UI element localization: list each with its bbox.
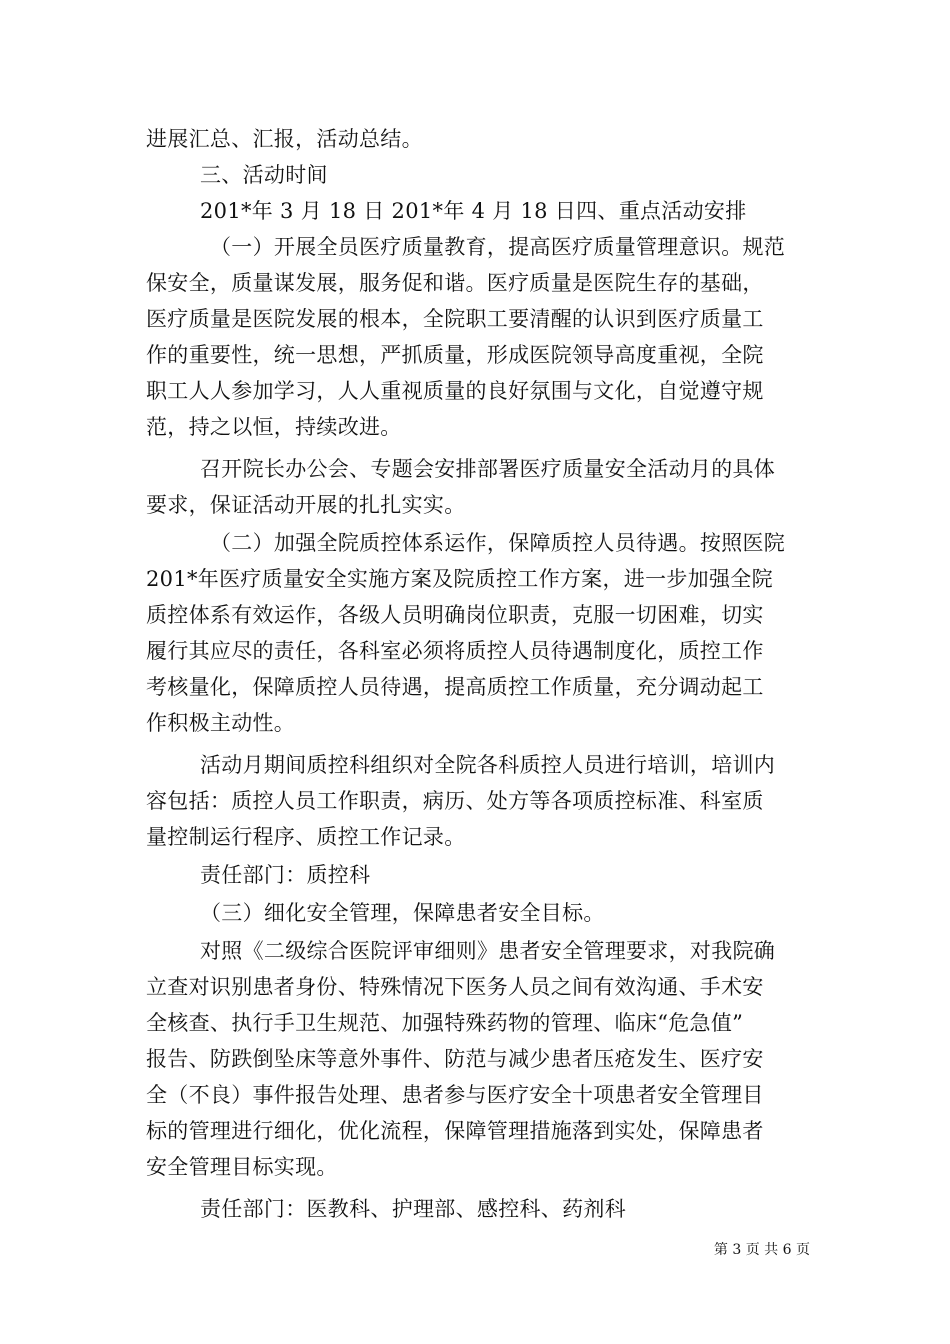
paragraph-line: 标的管理进行细化，优化流程，保障管理措施落到实处，保障患者 <box>146 1119 764 1143</box>
page-indicator: 第 3 页 共 6 页 <box>713 1242 810 1258</box>
paragraph-line: 全核查、执行手卫生规范、加强特殊药物的管理、临床“危急值” <box>146 1011 744 1035</box>
paragraph-line: 对照《二级综合医院评审细则》患者安全管理要求，对我院确 <box>200 939 776 963</box>
paragraph-line: 召开院长办公会、专题会安排部署医疗质量安全活动月的具体 <box>200 457 776 481</box>
subsection-heading: （三）细化安全管理，保障患者安全目标。 <box>200 901 605 925</box>
paragraph-line: 活动月期间质控科组织对全院各科质控人员进行培训，培训内 <box>200 753 776 777</box>
paragraph-line: 作的重要性，统一思想，严抓质量，形成医院领导高度重视，全院 <box>146 343 764 367</box>
subsection-heading: （二）加强全院质控体系运作，保障质控人员待遇。按照医院 <box>210 531 786 555</box>
paragraph-line: 作积极主动性。 <box>146 711 296 735</box>
paragraph-line: 容包括：质控人员工作职责，病历、处方等各项质控标准、科室质 <box>146 789 764 813</box>
responsible-department: 责任部门：医教科、护理部、感控科、药剂科 <box>200 1197 626 1221</box>
paragraph-line: 201*年医疗质量安全实施方案及院质控工作方案，进一步加强全院 <box>146 567 773 591</box>
paragraph-line: 立查对识别患者身份、特殊情况下医务人员之间有效沟通、手术安 <box>146 975 764 999</box>
paragraph-line: 安全管理目标实现。 <box>146 1155 338 1179</box>
paragraph-line: 履行其应尽的责任，各科室必须将质控人员待遇制度化，质控工作 <box>146 639 764 663</box>
paragraph-line: 考核量化，保障质控人员待遇，提高质控工作质量，充分调动起工 <box>146 675 764 699</box>
section-heading: 三、活动时间 <box>200 163 328 187</box>
paragraph-line: 进展汇总、汇报，活动总结。 <box>146 127 423 151</box>
paragraph-line: 全（不良）事件报告处理、患者参与医疗安全十项患者安全管理目 <box>146 1083 764 1107</box>
paragraph-line: 质控体系有效运作，各级人员明确岗位职责，克服一切困难，切实 <box>146 603 764 627</box>
paragraph-line: 报告、防跌倒坠床等意外事件、防范与减少患者压疮发生、医疗安 <box>146 1047 764 1071</box>
paragraph-line: 保安全，质量谋发展，服务促和谐。医疗质量是医院生存的基础， <box>146 271 764 295</box>
subsection-heading: （一）开展全员医疗质量教育，提高医疗质量管理意识。规范 <box>210 235 786 259</box>
paragraph-line: 医疗质量是医院发展的根本，全院职工要清醒的认识到医疗质量工 <box>146 307 764 331</box>
paragraph-line: 职工人人参加学习，人人重视质量的良好氛围与文化，自觉遵守规 <box>146 379 764 403</box>
paragraph-line: 要求，保证活动开展的扎扎实实。 <box>146 493 466 517</box>
paragraph-line: 201*年 3 月 18 日 201*年 4 月 18 日四、重点活动安排 <box>200 199 747 223</box>
responsible-department: 责任部门：质控科 <box>200 863 371 887</box>
paragraph-line: 量控制运行程序、质控工作记录。 <box>146 825 466 849</box>
paragraph-line: 范，持之以恒，持续改进。 <box>146 415 402 439</box>
